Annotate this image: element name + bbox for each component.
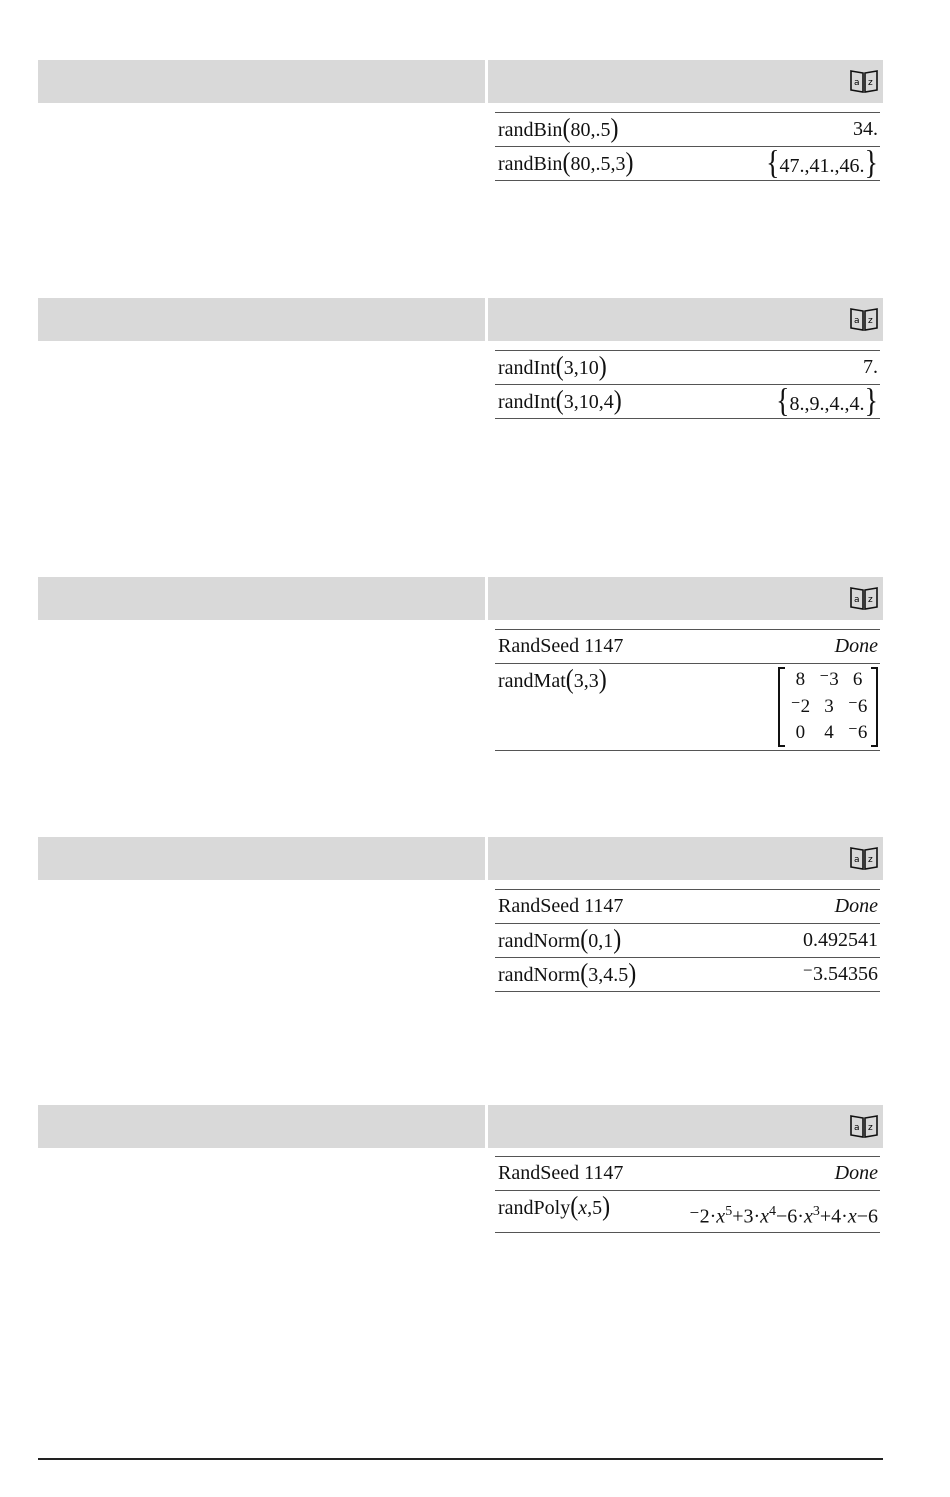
input-expression: randBin(80,.5,3) (498, 147, 634, 178)
section-header (38, 298, 883, 341)
matrix-cell: 3 (824, 695, 834, 717)
output-value: 7. (863, 356, 878, 378)
output-value: Done (834, 1162, 878, 1184)
output-polynomial: $^-2\cdot x^5+3\cdot x^4-6\cdot x^3+4\cdot x-6$ (689, 1204, 878, 1228)
result-row (495, 663, 880, 750)
svg-text:a: a (854, 316, 860, 326)
section-header (38, 577, 883, 620)
matrix-cell: ⁻3 (819, 669, 839, 690)
header-divider (485, 298, 488, 341)
matrix-cell: 8 (795, 669, 806, 690)
catalog-book-icon (849, 1113, 879, 1139)
svg-text:a: a (854, 1123, 860, 1133)
input-expression: randNorm(3,4.5) (498, 958, 637, 989)
output-value: ⁻3.54356 (802, 963, 878, 985)
svg-text:z: z (868, 78, 873, 88)
catalog-book-icon (849, 585, 879, 611)
svg-text:z: z (868, 1123, 873, 1133)
result-row (495, 957, 880, 991)
svg-text:a: a (854, 595, 860, 605)
section-header (38, 60, 883, 103)
result-row (495, 351, 880, 384)
output-list: {8.,9.,4.,4.} (776, 382, 878, 421)
matrix-cell: ⁻6 (847, 722, 868, 744)
matrix-cell: ⁻6 (847, 695, 868, 717)
input-expression: randBin(80,.5) (498, 113, 619, 144)
input-expression: randMat(3,3) (498, 664, 607, 695)
input-expression: RandSeed 1147 (498, 895, 624, 917)
result-row (495, 144, 880, 183)
matrix-cell: ⁻2 (790, 695, 811, 717)
output-value: Done (834, 895, 878, 917)
output-value: Done (834, 635, 878, 657)
section-header (38, 837, 883, 880)
svg-text:z: z (868, 595, 873, 605)
svg-text:z: z (868, 316, 873, 326)
header-divider (485, 60, 488, 103)
svg-text:a: a (854, 855, 860, 865)
output-value: 34. (853, 118, 878, 140)
catalog-book-icon (849, 845, 879, 871)
result-table (495, 889, 880, 992)
catalog-book-icon (849, 68, 879, 94)
input-expression: randNorm(0,1) (498, 924, 622, 955)
result-table (495, 350, 880, 419)
footer-rule (38, 1458, 883, 1460)
result-table (495, 1156, 880, 1233)
input-expression: randInt(3,10) (498, 351, 607, 382)
matrix-cell: 4 (824, 722, 834, 744)
matrix-cell: 6 (852, 669, 863, 690)
input-expression: RandSeed 1147 (498, 1162, 624, 1184)
result-row (495, 1157, 880, 1190)
header-divider (485, 1105, 488, 1148)
input-expression: RandSeed 1147 (498, 635, 624, 657)
result-row (495, 923, 880, 957)
svg-text:z: z (868, 855, 873, 865)
result-row (495, 1190, 880, 1232)
result-row (495, 382, 880, 421)
result-row (495, 890, 880, 923)
header-divider (485, 837, 488, 880)
catalog-book-icon (849, 306, 879, 332)
input-expression: randPoly(x,5) (498, 1191, 611, 1222)
input-expression: randInt(3,10,4) (498, 385, 622, 416)
output-list: {47.,41.,46.} (766, 144, 878, 183)
svg-text:a: a (854, 78, 860, 88)
result-row (495, 630, 880, 663)
section-header (38, 1105, 883, 1148)
output-value: 0.492541 (803, 929, 878, 951)
output-matrix (778, 667, 878, 747)
result-table (495, 112, 880, 181)
result-table (495, 629, 880, 751)
header-divider (485, 577, 488, 620)
matrix-cell: 0 (795, 722, 806, 744)
result-row (495, 113, 880, 146)
